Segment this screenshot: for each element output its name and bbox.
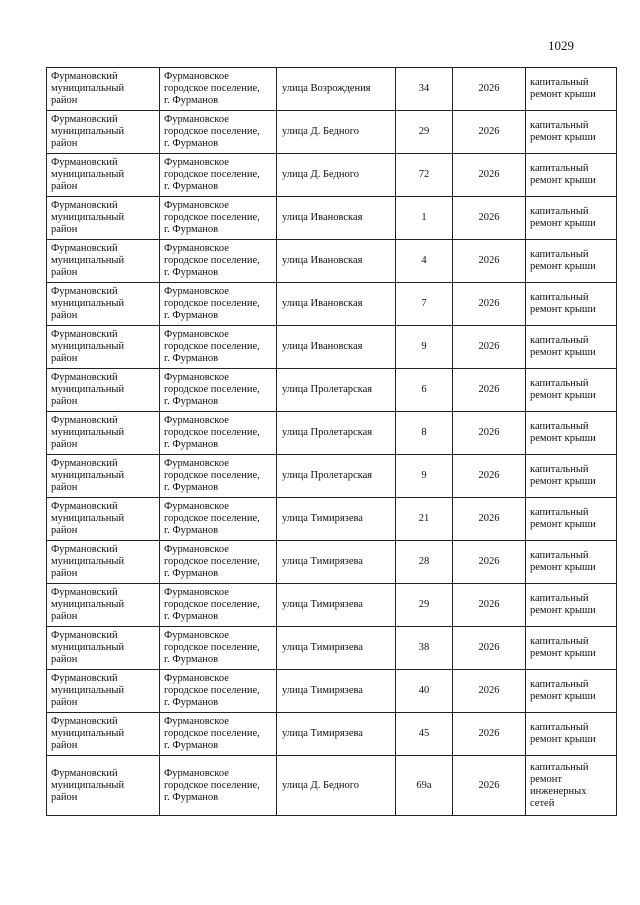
work-type-cell-text: капитальный ремонт крыши xyxy=(530,593,596,616)
house-number-cell-text: 45 xyxy=(418,728,430,739)
house-number-cell xyxy=(396,756,453,816)
district-cell-text: Фурмановский муниципальный район xyxy=(51,329,125,364)
table-row xyxy=(47,326,617,369)
house-number-cell xyxy=(396,455,453,498)
work-type-cell-text: капитальный ремонт крыши xyxy=(530,163,596,186)
district-cell-text: Фурмановский муниципальный район xyxy=(51,458,125,493)
house-number-cell xyxy=(396,240,453,283)
settlement-cell-text: Фурмановское городское поселение, г. Фурманов xyxy=(164,458,260,493)
work-type-cell-text: капитальный ремонт крыши xyxy=(530,378,596,401)
district-cell-text: Фурмановский муниципальный район xyxy=(51,630,125,665)
district-cell-text: Фурмановский муниципальный район xyxy=(51,286,125,321)
district-cell xyxy=(47,455,160,498)
settlement-cell xyxy=(160,627,277,670)
work-type-cell xyxy=(526,584,617,627)
settlement-cell xyxy=(160,68,277,111)
year-cell-text: 2026 xyxy=(478,513,500,524)
house-number-cell xyxy=(396,627,453,670)
settlement-cell-text: Фурмановское городское поселение, г. Фурманов xyxy=(164,716,260,751)
work-type-cell-text: капитальный ремонт крыши xyxy=(530,722,596,745)
year-cell-text: 2026 xyxy=(478,556,500,567)
street-cell xyxy=(277,240,396,283)
district-cell xyxy=(47,584,160,627)
house-number-cell-text: 8 xyxy=(421,427,427,438)
settlement-cell xyxy=(160,111,277,154)
table-row xyxy=(47,68,617,111)
settlement-cell xyxy=(160,412,277,455)
work-type-cell-text: капитальный ремонт крыши xyxy=(530,206,596,229)
house-number-cell-text: 9 xyxy=(421,470,427,481)
street-cell xyxy=(277,111,396,154)
street-cell-text: улица Ивановская xyxy=(282,212,363,223)
work-type-cell-text: капитальный ремонт крыши xyxy=(530,421,596,444)
district-cell xyxy=(47,197,160,240)
district-cell xyxy=(47,670,160,713)
table-row xyxy=(47,541,617,584)
house-number-cell xyxy=(396,197,453,240)
street-cell xyxy=(277,756,396,816)
work-type-cell-text: капитальный ремонт крыши xyxy=(530,636,596,659)
street-cell-text: улица Ивановская xyxy=(282,255,363,266)
table-row xyxy=(47,197,617,240)
year-cell xyxy=(453,584,526,627)
work-type-cell xyxy=(526,670,617,713)
year-cell xyxy=(453,627,526,670)
year-cell-text: 2026 xyxy=(478,427,500,438)
district-cell xyxy=(47,412,160,455)
year-cell xyxy=(453,756,526,816)
work-type-cell xyxy=(526,154,617,197)
house-number-cell xyxy=(396,584,453,627)
district-cell xyxy=(47,756,160,816)
table-row xyxy=(47,283,617,326)
street-cell xyxy=(277,326,396,369)
house-number-cell-text: 29 xyxy=(418,126,430,137)
year-cell xyxy=(453,412,526,455)
year-cell xyxy=(453,240,526,283)
house-number-cell-text: 6 xyxy=(421,384,427,395)
district-cell xyxy=(47,498,160,541)
street-cell-text: улица Тимирязева xyxy=(282,642,363,653)
settlement-cell-text: Фурмановское городское поселение, г. Фурманов xyxy=(164,71,260,106)
house-number-cell-text: 9 xyxy=(421,341,427,352)
district-cell xyxy=(47,154,160,197)
year-cell-text: 2026 xyxy=(478,384,500,395)
year-cell xyxy=(453,713,526,756)
district-cell-text: Фурмановский муниципальный район xyxy=(51,544,125,579)
year-cell-text: 2026 xyxy=(478,779,500,791)
street-cell xyxy=(277,68,396,111)
settlement-cell-text: Фурмановское городское поселение, г. Фурманов xyxy=(164,114,260,149)
district-cell-text: Фурмановский муниципальный район xyxy=(51,673,125,708)
year-cell xyxy=(453,111,526,154)
street-cell-text: улица Д. Бедного xyxy=(282,126,360,137)
district-cell-text: Фурмановский муниципальный район xyxy=(51,716,125,751)
work-type-cell xyxy=(526,326,617,369)
work-type-cell xyxy=(526,541,617,584)
work-type-cell xyxy=(526,369,617,412)
work-type-cell-text: капитальный ремонт крыши xyxy=(530,249,596,272)
year-cell-text: 2026 xyxy=(478,298,500,309)
settlement-cell xyxy=(160,670,277,713)
settlement-cell-text: Фурмановское городское поселение, г. Фурманов xyxy=(164,157,260,192)
house-number-cell-text: 28 xyxy=(418,556,430,567)
year-cell xyxy=(453,369,526,412)
district-cell-text: Фурмановский муниципальный район xyxy=(51,243,125,278)
house-number-cell-text: 21 xyxy=(418,513,430,524)
year-cell xyxy=(453,326,526,369)
district-cell-text: Фурмановский муниципальный район xyxy=(51,114,125,149)
year-cell xyxy=(453,283,526,326)
house-number-cell-text: 29 xyxy=(418,599,430,610)
street-cell xyxy=(277,197,396,240)
house-number-cell xyxy=(396,498,453,541)
work-type-cell xyxy=(526,240,617,283)
district-cell-text: Фурмановский муниципальный район xyxy=(51,157,125,192)
house-number-cell xyxy=(396,154,453,197)
work-type-cell-text: капитальный ремонт инженерных сетей xyxy=(530,761,589,809)
street-cell-text: улица Ивановская xyxy=(282,341,363,352)
settlement-cell xyxy=(160,756,277,816)
district-cell xyxy=(47,627,160,670)
house-number-cell-text: 69а xyxy=(416,779,432,791)
settlement-cell xyxy=(160,584,277,627)
year-cell-text: 2026 xyxy=(478,341,500,352)
district-cell-text: Фурмановский муниципальный район xyxy=(51,587,125,622)
house-number-cell xyxy=(396,326,453,369)
table-body xyxy=(47,68,617,816)
street-cell-text: улица Пролетарская xyxy=(282,470,373,481)
work-type-cell xyxy=(526,412,617,455)
work-type-cell-text: капитальный ремонт крыши xyxy=(530,120,596,143)
street-cell-text: улица Пролетарская xyxy=(282,427,373,438)
house-number-cell-text: 34 xyxy=(418,83,430,94)
settlement-cell xyxy=(160,455,277,498)
settlement-cell-text: Фурмановское городское поселение, г. Фурманов xyxy=(164,200,260,235)
street-cell-text: улица Д. Бедного xyxy=(282,779,360,791)
street-cell-text: улица Тимирязева xyxy=(282,556,363,567)
street-cell xyxy=(277,584,396,627)
street-cell-text: улица Тимирязева xyxy=(282,513,363,524)
year-cell-text: 2026 xyxy=(478,470,500,481)
settlement-cell xyxy=(160,154,277,197)
settlement-cell-text: Фурмановское городское поселение, г. Фурманов xyxy=(164,329,260,364)
table-row xyxy=(47,756,617,816)
year-cell xyxy=(453,197,526,240)
work-type-cell-text: капитальный ремонт крыши xyxy=(530,507,596,530)
table-row xyxy=(47,369,617,412)
settlement-cell-text: Фурмановское городское поселение, г. Фурманов xyxy=(164,286,260,321)
district-cell xyxy=(47,326,160,369)
year-cell-text: 2026 xyxy=(478,169,500,180)
year-cell xyxy=(453,154,526,197)
table-row xyxy=(47,584,617,627)
table-row xyxy=(47,111,617,154)
district-cell xyxy=(47,240,160,283)
settlement-cell-text: Фурмановское городское поселение, г. Фурманов xyxy=(164,243,260,278)
street-cell-text: улица Пролетарская xyxy=(282,384,373,395)
house-number-cell xyxy=(396,412,453,455)
year-cell-text: 2026 xyxy=(478,83,500,94)
table-row xyxy=(47,154,617,197)
settlement-cell xyxy=(160,498,277,541)
settlement-cell-text: Фурмановское городское поселение, г. Фурманов xyxy=(164,630,260,665)
house-number-cell xyxy=(396,369,453,412)
house-number-cell xyxy=(396,670,453,713)
district-cell-text: Фурмановский муниципальный район xyxy=(51,415,125,450)
year-cell-text: 2026 xyxy=(478,642,500,653)
table-row xyxy=(47,412,617,455)
district-cell xyxy=(47,283,160,326)
work-type-cell xyxy=(526,627,617,670)
street-cell-text: улица Д. Бедного xyxy=(282,169,360,180)
settlement-cell xyxy=(160,369,277,412)
house-number-cell xyxy=(396,111,453,154)
street-cell-text: улица Тимирязева xyxy=(282,599,363,610)
work-type-cell xyxy=(526,498,617,541)
house-number-cell xyxy=(396,68,453,111)
house-number-cell-text: 38 xyxy=(418,642,430,653)
street-cell-text: улица Ивановская xyxy=(282,298,363,309)
district-cell-text: Фурмановский муниципальный район xyxy=(51,767,125,803)
street-cell xyxy=(277,412,396,455)
street-cell-text: улица Возрождения xyxy=(282,83,371,94)
year-cell-text: 2026 xyxy=(478,126,500,137)
street-cell xyxy=(277,283,396,326)
table-row xyxy=(47,455,617,498)
work-type-cell-text: капитальный ремонт крыши xyxy=(530,464,596,487)
street-cell-text: улица Тимирязева xyxy=(282,685,363,696)
settlement-cell-text: Фурмановское городское поселение, г. Фурманов xyxy=(164,501,260,536)
work-type-cell xyxy=(526,455,617,498)
year-cell-text: 2026 xyxy=(478,212,500,223)
street-cell xyxy=(277,369,396,412)
district-cell xyxy=(47,68,160,111)
street-cell xyxy=(277,670,396,713)
settlement-cell xyxy=(160,240,277,283)
district-cell xyxy=(47,713,160,756)
work-type-cell-text: капитальный ремонт крыши xyxy=(530,77,596,100)
street-cell xyxy=(277,154,396,197)
district-cell-text: Фурмановский муниципальный район xyxy=(51,200,125,235)
work-type-cell-text: капитальный ремонт крыши xyxy=(530,679,596,702)
work-type-cell xyxy=(526,111,617,154)
settlement-cell-text: Фурмановское городское поселение, г. Фурманов xyxy=(164,415,260,450)
work-type-cell xyxy=(526,68,617,111)
settlement-cell xyxy=(160,197,277,240)
table-row xyxy=(47,627,617,670)
year-cell xyxy=(453,455,526,498)
district-cell-text: Фурмановский муниципальный район xyxy=(51,501,125,536)
work-type-cell xyxy=(526,756,617,816)
house-number-cell-text: 72 xyxy=(418,169,430,180)
house-number-cell-text: 40 xyxy=(418,685,430,696)
settlement-cell xyxy=(160,326,277,369)
year-cell-text: 2026 xyxy=(478,685,500,696)
settlement-cell xyxy=(160,283,277,326)
table-row xyxy=(47,713,617,756)
year-cell xyxy=(453,498,526,541)
street-cell xyxy=(277,541,396,584)
district-cell xyxy=(47,111,160,154)
work-type-cell-text: капитальный ремонт крыши xyxy=(530,550,596,573)
house-number-cell xyxy=(396,283,453,326)
page-number: 1029 xyxy=(548,38,574,53)
year-cell xyxy=(453,68,526,111)
settlement-cell xyxy=(160,541,277,584)
street-cell-text: улица Тимирязева xyxy=(282,728,363,739)
table-row xyxy=(47,498,617,541)
work-type-cell xyxy=(526,197,617,240)
house-number-cell xyxy=(396,713,453,756)
street-cell xyxy=(277,627,396,670)
housing-repair-table xyxy=(46,67,617,816)
street-cell xyxy=(277,498,396,541)
year-cell-text: 2026 xyxy=(478,255,500,266)
street-cell xyxy=(277,455,396,498)
year-cell xyxy=(453,670,526,713)
district-cell xyxy=(47,541,160,584)
house-number-cell xyxy=(396,541,453,584)
year-cell-text: 2026 xyxy=(478,599,500,610)
house-number-cell-text: 7 xyxy=(421,298,427,309)
settlement-cell-text: Фурмановское городское поселение, г. Фурманов xyxy=(164,372,260,407)
table-row xyxy=(47,670,617,713)
work-type-cell-text: капитальный ремонт крыши xyxy=(530,335,596,358)
settlement-cell-text: Фурмановское городское поселение, г. Фурманов xyxy=(164,587,260,622)
house-number-cell-text: 4 xyxy=(421,255,427,266)
work-type-cell-text: капитальный ремонт крыши xyxy=(530,292,596,315)
table-row xyxy=(47,240,617,283)
work-type-cell xyxy=(526,713,617,756)
settlement-cell-text: Фурмановское городское поселение, г. Фурманов xyxy=(164,544,260,579)
settlement-cell-text: Фурмановское городское поселение, г. Фурманов xyxy=(164,767,260,803)
work-type-cell xyxy=(526,283,617,326)
house-number-cell-text: 1 xyxy=(421,212,427,223)
district-cell-text: Фурмановский муниципальный район xyxy=(51,372,125,407)
district-cell xyxy=(47,369,160,412)
year-cell xyxy=(453,541,526,584)
street-cell xyxy=(277,713,396,756)
settlement-cell-text: Фурмановское городское поселение, г. Фурманов xyxy=(164,673,260,708)
district-cell-text: Фурмановский муниципальный район xyxy=(51,71,125,106)
year-cell-text: 2026 xyxy=(478,728,500,739)
settlement-cell xyxy=(160,713,277,756)
